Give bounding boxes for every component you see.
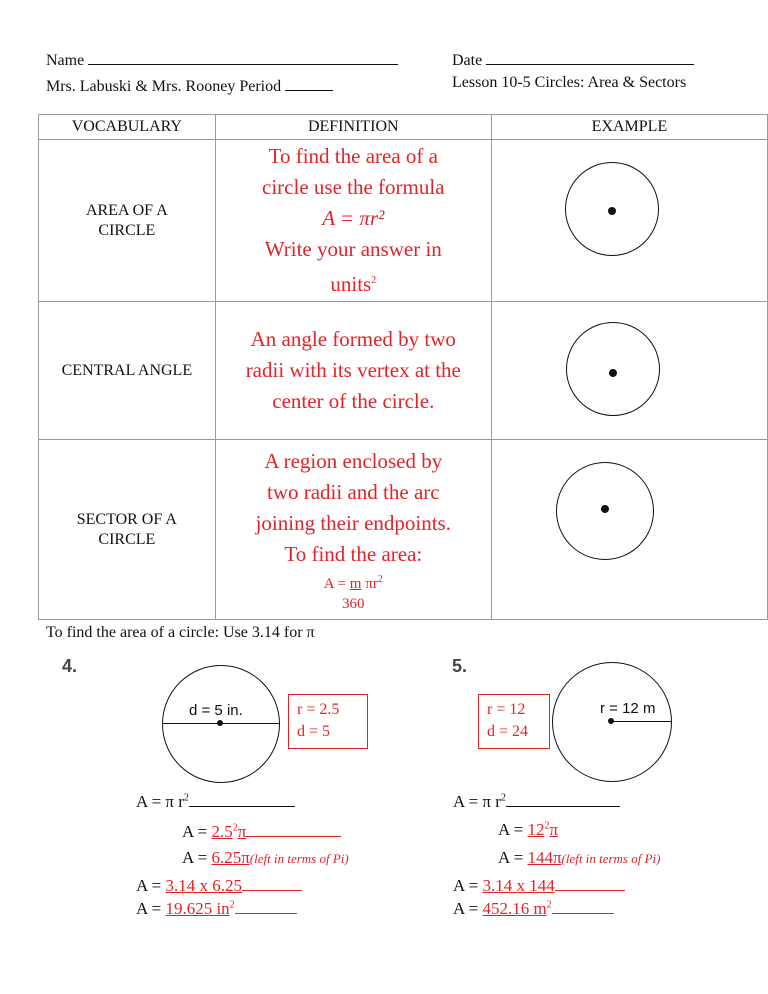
answer-blank: [555, 874, 625, 891]
definition-area-of-circle: [215, 140, 491, 302]
term-area-of-circle: [39, 140, 216, 302]
formula-exponent: 2: [500, 792, 506, 804]
table-header-row: [39, 115, 768, 140]
answer-blank: [242, 874, 302, 891]
step-label: A =: [136, 899, 166, 918]
step-value: π: [237, 822, 247, 841]
step-note: (left in terms of Pi): [561, 851, 661, 866]
def-line: A region enclosed by: [264, 448, 443, 473]
answer-blank: [189, 790, 295, 807]
def-line: radii with its vertex at the: [245, 358, 461, 382]
teacher-line: [46, 74, 333, 96]
radius-label: r = 12 m: [600, 700, 656, 717]
term-central-angle: CENTRAL ANGLE: [39, 302, 216, 440]
def-line: two radii and the arc: [266, 479, 440, 504]
problem-5-step-3: [453, 874, 625, 896]
step-value: 2.5: [211, 822, 233, 841]
problem-5-step-4: [453, 897, 614, 919]
units-text: units: [330, 272, 372, 296]
step-value: 19.625 in: [165, 899, 230, 918]
problem-4-step-2: [182, 848, 349, 868]
formula-exponent: 2: [183, 792, 189, 804]
formula-text: A = π r: [453, 792, 501, 811]
problem-4-number: 4.: [62, 656, 78, 676]
step-value: 6.25π: [211, 848, 250, 867]
center-dot: [217, 720, 223, 726]
step-exponent: 2: [229, 899, 235, 911]
term-line: CIRCLE: [98, 221, 156, 239]
center-dot: [608, 207, 616, 215]
given-diameter: d = 24: [487, 723, 529, 740]
def-line: To find the area:: [284, 541, 423, 566]
header-vocabulary: VOCABULARY: [39, 115, 216, 140]
given-radius: r = 2.5: [297, 701, 340, 718]
answer-blank: [235, 897, 297, 914]
step-label: A =: [182, 848, 212, 867]
answer-blank: [246, 820, 341, 837]
problem-4-step-3: [136, 874, 302, 896]
sector-formula: [216, 570, 491, 594]
step-exponent: 2: [232, 822, 238, 834]
def-line: Write your answer in: [264, 237, 442, 261]
header-example: EXAMPLE: [491, 115, 767, 140]
step-value: 3.14 x 6.25: [165, 876, 242, 895]
problem-5-step-1: [498, 820, 558, 840]
problem-4-step-4: [136, 897, 297, 919]
date-label: Date: [452, 52, 483, 69]
step-value: 12: [527, 820, 545, 839]
formula-text: A = π r: [136, 792, 184, 811]
answer-blank: [506, 790, 620, 807]
lesson-title: Lesson 10-5 Circles: Area & Sectors: [452, 74, 687, 91]
units-exponent: 2: [371, 275, 377, 286]
formula-part: πr: [361, 575, 378, 592]
header-definition: DEFINITION: [215, 115, 491, 140]
formula-part: m: [349, 575, 362, 592]
problem-5-given-box: [478, 694, 550, 749]
def-line: An angle formed by two: [250, 327, 456, 351]
definition-sector: [215, 440, 491, 620]
center-dot: [609, 369, 617, 377]
area-formula: A = πr²: [322, 206, 385, 230]
def-line: joining their endpoints.: [255, 510, 451, 535]
name-blank[interactable]: [88, 48, 398, 65]
given-radius: r = 12: [487, 701, 526, 718]
date-line: [452, 48, 694, 70]
def-line: [216, 265, 491, 300]
term-line: AREA OF A: [85, 201, 168, 219]
term-line: CIRCLE: [98, 530, 156, 548]
instruction-text: To find the area of a circle: Use 3.14 for π: [46, 624, 315, 641]
center-dot: [608, 718, 614, 724]
step-label: A =: [498, 820, 528, 839]
period-blank[interactable]: [285, 74, 333, 91]
given-diameter: d = 5: [297, 723, 331, 740]
def-line: center of the circle.: [272, 389, 435, 413]
step-value: π: [549, 820, 559, 839]
step-value: 144π: [527, 848, 562, 867]
step-exponent: 2: [546, 899, 552, 911]
name-line: [46, 48, 398, 70]
table-row: [39, 440, 768, 620]
date-blank[interactable]: [486, 48, 694, 65]
problem-4-formula: [136, 790, 295, 812]
teacher-label: Mrs. Labuski & Mrs. Rooney Period: [46, 78, 282, 95]
definition-central-angle: [215, 302, 491, 440]
diameter-label: d = 5 in.: [189, 702, 243, 719]
step-label: A =: [498, 848, 528, 867]
problem-5-step-2: [498, 848, 660, 868]
step-value: 3.14 x 144: [482, 876, 555, 895]
def-line: To find the area of a: [268, 144, 438, 168]
problem-5-number: 5.: [452, 656, 468, 676]
formula-part: A =: [323, 575, 350, 592]
formula-exponent: 2: [377, 573, 383, 585]
problem-5-formula: [453, 790, 620, 812]
term-sector-of-circle: [39, 440, 216, 620]
step-note: (left in terms of Pi): [249, 851, 349, 866]
step-label: A =: [182, 822, 212, 841]
formula-denominator: 360: [342, 595, 365, 612]
step-exponent: 2: [544, 820, 550, 832]
center-dot: [601, 505, 609, 513]
term-line: SECTOR OF A: [76, 510, 177, 528]
step-label: A =: [453, 899, 483, 918]
def-line: circle use the formula: [262, 175, 445, 199]
name-label: Name: [46, 52, 85, 69]
step-label: A =: [136, 876, 166, 895]
radius-line: [612, 721, 671, 722]
problem-4-given-box: [288, 694, 368, 749]
step-label: A =: [453, 876, 483, 895]
problem-4-step-1: [182, 820, 341, 842]
step-value: 452.16 m: [482, 899, 547, 918]
answer-blank: [552, 897, 614, 914]
table-row: [39, 140, 768, 302]
